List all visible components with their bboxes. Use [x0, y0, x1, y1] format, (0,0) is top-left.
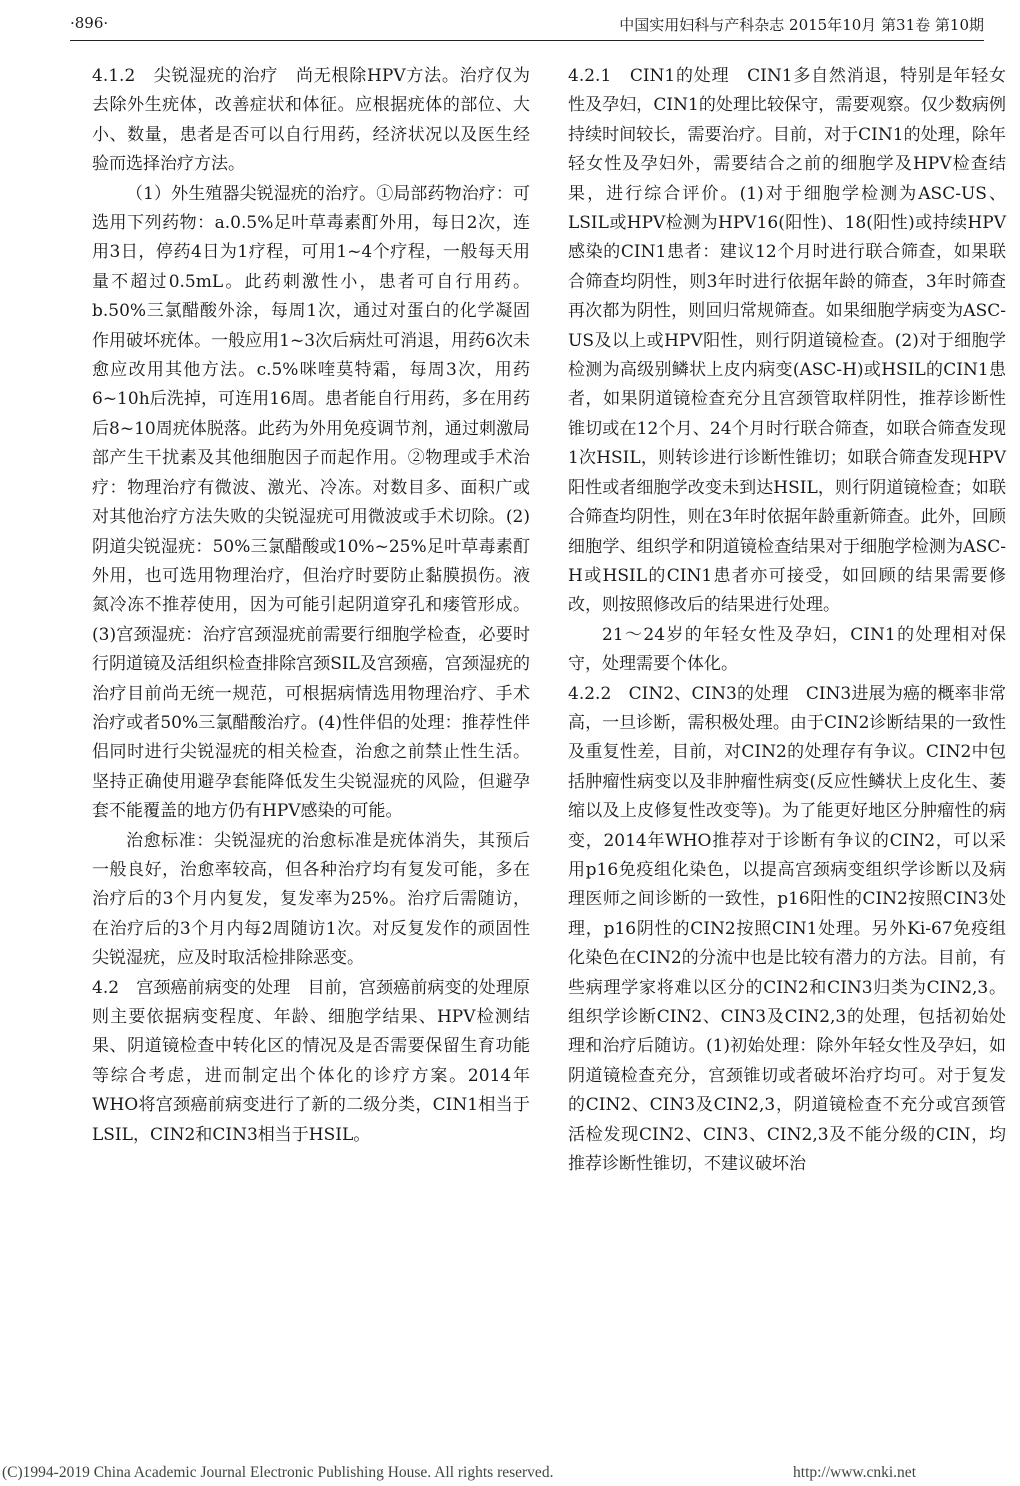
paragraph-young-women: 21～24岁的年轻女性及孕妇，CIN1的处理相对保守，处理需要个体化。: [568, 624, 1006, 675]
right-column: [568, 62, 1006, 1179]
journal-info: 中国实用妇科与产科杂志 2015年10月 第31卷 第10期: [619, 16, 984, 34]
paragraph-4-2: 4.2 宫颈癌前病变的处理 目前，宫颈癌前病变的处理原则主要依据病变程度、年龄、细胞学结果、HPV检测结果、阴道镜检查中转化区的情况及是否需要保留生育功能等综合考虑，进而制定出个体化的诊疗方案。2014年WHO将宫颈癌前病变进行了新的二级分类，CIN1相当于LSIL，CIN2和CIN3相当于HSIL。: [92, 977, 530, 1145]
copyright-notice: (C)1994-2019 China Academic Journal Electronic Publishing House. All rights reserved.: [2, 1464, 554, 1481]
paragraph-cure-criteria: 治愈标准：尖锐湿疣的治愈标准是疣体消失，其预后一般良好，治愈率较高，但各种治疗均有复发可能，多在治疗后的3个月内复发，复发率为25%。治疗后需随访，在治疗后的3个月内每2周随访1次。对反复发作的顽固性尖锐湿疣，应及时取活检排除恶变。: [92, 830, 530, 969]
paragraph-4-2-1: 4.2.1 CIN1的处理 CIN1多自然消退，特别是年轻女性及孕妇，CIN1的处理比较保守，需要观察。仅少数病例持续时间较长，需要治疗。目前，对于CIN1的处理，除年轻女性及孕妇外，需要结合之前的细胞学及HPV检查结果，进行综合评价。(1)对于细胞学检测为ASC-US、LSIL或HPV检测为HPV16(阳性)、18(阳性)或持续HPV感染的CIN1患者：建议12个月时进行联合筛查，如果联合筛查均阴性，则3年时进行依据年龄的筛查，3年时筛查再次都为阴性，则回归常规筛查。如果细胞学病变为ASC-US及以上或HPV阳性，则行阴道镜检查。(2)对于细胞学检测为高级别鳞状上皮内病变(ASC-H)或HSIL的CIN1患者，如果阴道镜检查充分且宫颈管取样阴性，推荐诊断性锥切或在12个月、24个月时行联合筛查，如联合筛查发现1次HSIL，则转诊进行诊断性锥切；如联合筛查发现HPV阳性或者细胞学改变未到达HSIL，则行阴道镜检查；如联合筛查均阴性，则在3年时依据年龄重新筛查。此外，回顾细胞学、组织学和阴道镜检查结果对于细胞学检测为ASC-H或HSIL的CIN1患者亦可接受，如回顾的结果需要修改，则按照修改后的结果进行处理。: [568, 66, 1006, 616]
footer-url: http://www.cnki.net: [793, 1464, 916, 1481]
paragraph-genital-warts-treatment: （1）外生殖器尖锐湿疣的治疗。①局部药物治疗：可选用下列药物：a.0.5%足叶草毒素酊外用，每日2次，连用3日，停药4日为1疗程，可用1~4个疗程，一般每天用量不超过0.5mL。此药刺激性小，患者可自行用药。b.50%三氯醋酸外涂，每周1次，通过对蛋白的化学凝固作用破坏疣体。一般应用1~3次后病灶可消退，用药6次未愈应改用其他方法。c.5%咪喹莫特霜，每周3次，用药6~10h后洗掉，可连用16周。患者能自行用药，多在用药后8~10周疣体脱落。此药为外用免疫调节剂，通过刺激局部产生干扰素及其他细胞因子而起作用。②物理或手术治疗：物理治疗有微波、激光、冷冻。对数目多、面积广或对其他治疗方法失败的尖锐湿疣可用微波或手术切除。(2)阴道尖锐湿疣：50%三氯醋酸或10%~25%足叶草毒素酊外用，也可选用物理治疗，但治疗时要防止黏膜损伤。液氮冷冻不推荐使用，因为可能引起阴道穿孔和瘘管形成。(3)宫颈湿疣：治疗宫颈湿疣前需要行细胞学检查，必要时行阴道镜及活组织检查排除宫颈SIL及宫颈癌，宫颈湿疣的治疗目前尚无统一规范，可根据病情选用物理治疗、手术治疗或者50%三氯醋酸治疗。(4)性伴侣的处理：推荐性伴侣同时进行尖锐湿疣的相关检查，治愈之前禁止性生活。坚持正确使用避孕套能降低发生尖锐湿疣的风险，但避孕套不能覆盖的地方仍有HPV感染的可能。: [92, 183, 530, 822]
page-header: [70, 10, 984, 41]
left-column: [92, 62, 530, 1150]
paragraph-4-1-2: 4.1.2 尖锐湿疣的治疗 尚无根除HPV方法。治疗仅为去除外生疣体，改善症状和体征。应根据疣体的部位、大小、数量，患者是否可以自行用药，经济状况以及医生经验而选择治疗方法。: [92, 66, 530, 175]
paragraph-4-2-2: 4.2.2 CIN2、CIN3的处理 CIN3进展为癌的概率非常高，一旦诊断，需积极处理。由于CIN2诊断结果的一致性及重复性差，目前，对CIN2的处理存有争议。CIN2中包括肿瘤性病变以及非肿瘤性病变(反应性鳞状上皮化生、萎缩以及上皮修复性改变等)。为了能更好地区分肿瘤性的病变，2014年WHO推荐对于诊断有争议的CIN2，可以采用p16免疫组化染色，以提高宫颈病变组织学诊断以及病理医师之间诊断的一致性，p16阳性的CIN2按照CIN3处理，p16阴性的CIN2按照CIN1处理。另外Ki-67免疫组化染色在CIN2的分流中也是比较有潜力的方法。目前，有些病理学家将难以区分的CIN2和CIN3归类为CIN2,3。组织学诊断CIN2、CIN3及CIN2,3的处理，包括初始处理和治疗后随访。(1)初始处理：除外年轻女性及孕妇，如阴道镜检查充分，宫颈锥切或者破坏治疗均可。对于复发的CIN2、CIN3及CIN2,3，阴道镜检查不充分或宫颈管活检发现CIN2、CIN3、CIN2,3及不能分级的CIN，均推荐诊断性锥切，不建议破坏治: [568, 683, 1006, 1175]
page-number: ·896·: [70, 14, 109, 32]
